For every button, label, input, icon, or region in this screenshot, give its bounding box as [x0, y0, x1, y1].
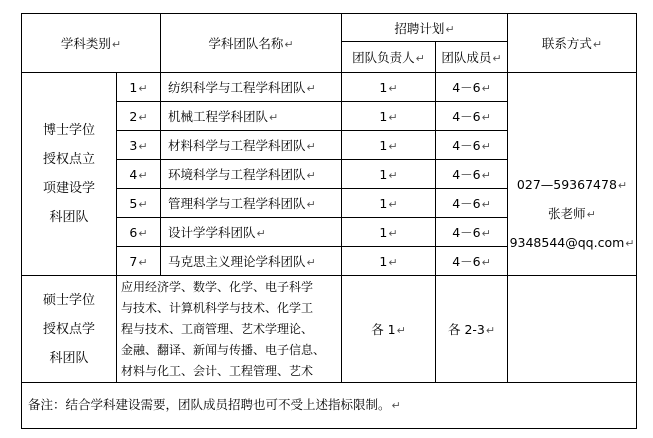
team-name: 机械工程学科团队↵ [161, 102, 342, 131]
header-leader: 团队负责人↵ [342, 42, 436, 73]
team-member-count: 4－6↵ [436, 131, 508, 160]
row-number: 6↵ [117, 218, 161, 247]
doctoral-category-label: 博士学位 授权点立 项建设学 科团队 [22, 73, 117, 276]
table-note: 备注：结合学科建设需要，团队成员招聘也可不受上述指标限制。↵ [22, 383, 637, 429]
header-plan: 招聘计划↵ [342, 14, 508, 42]
contact-info-empty [508, 276, 637, 383]
header-contact: 联系方式↵ [508, 14, 637, 73]
team-leader-count: 1↵ [342, 160, 436, 189]
team-leader-count: 1↵ [342, 247, 436, 276]
contact-email: 9348544@qq.com↵ [509, 234, 635, 250]
row-number: 4↵ [117, 160, 161, 189]
team-member-count: 4－6↵ [436, 218, 508, 247]
contact-info [508, 73, 637, 276]
header-team-name: 学科团队名称↵ [161, 14, 342, 73]
team-member-count: 4－6↵ [436, 160, 508, 189]
team-leader-count: 1↵ [342, 102, 436, 131]
row-number: 1↵ [117, 73, 161, 102]
masters-member-count: 各 2-3↵ [436, 276, 508, 383]
row-number: 7↵ [117, 247, 161, 276]
table-row [22, 276, 637, 383]
row-number: 3↵ [117, 131, 161, 160]
team-leader-count: 1↵ [342, 218, 436, 247]
masters-disciplines: 应用经济学、数学、化学、电子科学 与技术、计算机科学与技术、化学工 程与技术、工商管理、艺术学理论、 金融、翻译、新闻与传播、电子信息、 材料与化工、会计、工程管理、艺术 [117, 276, 342, 383]
masters-leader-count: 各 1↵ [342, 276, 436, 383]
team-name: 设计学学科团队↵ [161, 218, 342, 247]
header-members: 团队成员↵ [436, 42, 508, 73]
team-member-count: 4－6↵ [436, 189, 508, 218]
team-member-count: 4－6↵ [436, 247, 508, 276]
team-name: 管理科学与工程学科团队↵ [161, 189, 342, 218]
row-number: 2↵ [117, 102, 161, 131]
contact-person: 张老师↵ [548, 205, 596, 221]
team-leader-count: 1↵ [342, 73, 436, 102]
team-name: 纺织科学与工程学科团队↵ [161, 73, 342, 102]
team-leader-count: 1↵ [342, 189, 436, 218]
recruitment-table [21, 13, 637, 429]
contact-phone: 027—59367478↵ [516, 176, 628, 192]
table-row [22, 73, 637, 102]
team-member-count: 4－6↵ [436, 73, 508, 102]
team-leader-count: 1↵ [342, 131, 436, 160]
team-name: 材料科学与工程学科团队↵ [161, 131, 342, 160]
team-name: 马克思主义理论学科团队↵ [161, 247, 342, 276]
team-member-count: 4－6↵ [436, 102, 508, 131]
row-number: 5↵ [117, 189, 161, 218]
team-name: 环境科学与工程学科团队↵ [161, 160, 342, 189]
masters-category-label: 硕士学位 授权点学 科团队 [22, 276, 117, 383]
header-category: 学科类别↵ [22, 14, 161, 73]
